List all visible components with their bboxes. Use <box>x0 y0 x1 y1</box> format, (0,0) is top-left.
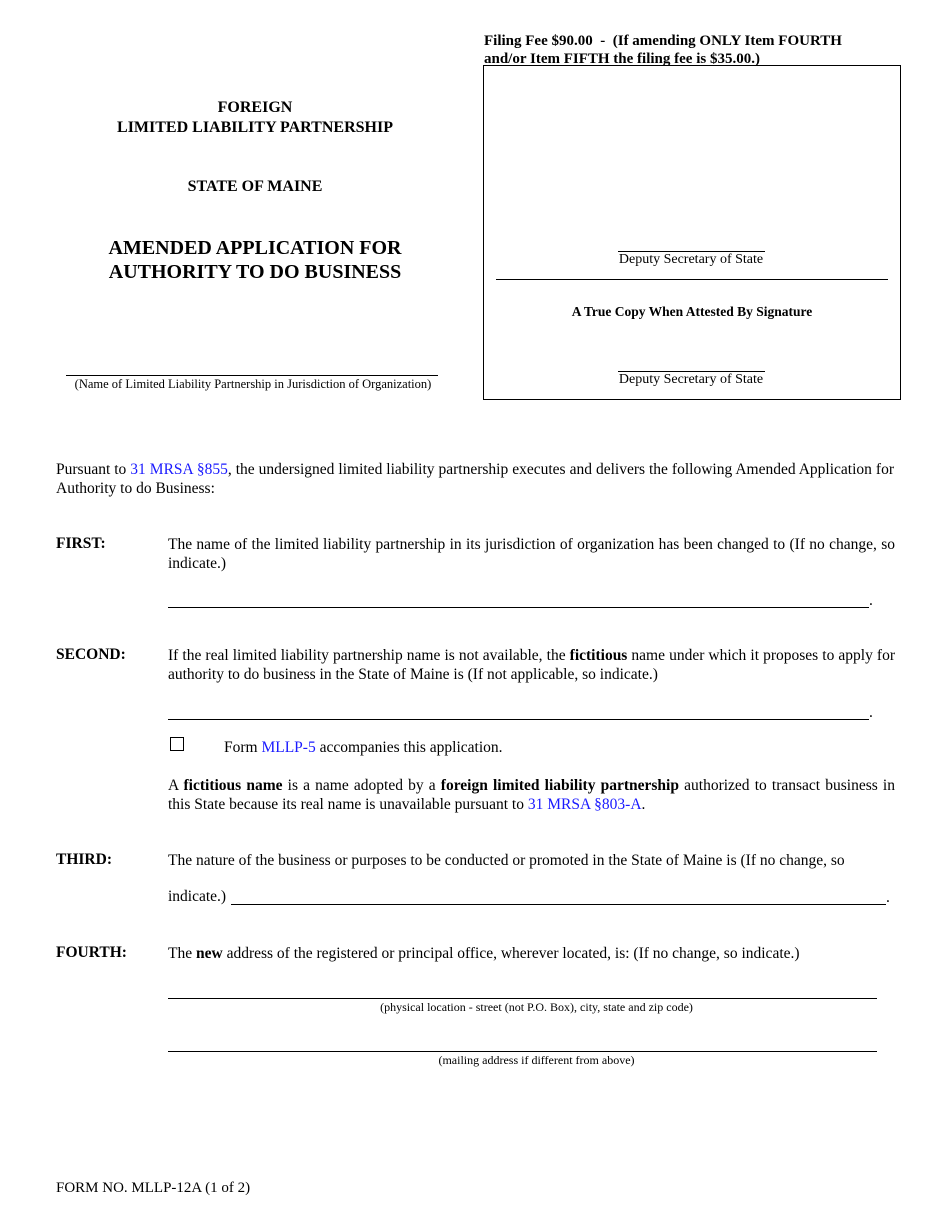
def-mid: is a name adopted by a <box>282 777 441 794</box>
second-text-after: name under which it proposes to apply for authority to do business in the State of Maine is (If not applicable, so indicate.) <box>168 647 895 683</box>
mailing-address-field[interactable] <box>168 1051 877 1052</box>
statute-link-855[interactable]: 31 MRSA §855 <box>130 461 228 478</box>
page-title <box>60 236 450 284</box>
second-text <box>168 646 895 684</box>
statute-link-803a[interactable]: 31 MRSA §803-A <box>527 796 642 813</box>
intro-paragraph <box>56 460 894 498</box>
filing-fee-note <box>484 32 904 68</box>
fictitious-name-field[interactable] <box>168 719 869 720</box>
business-purpose-field[interactable] <box>231 904 886 905</box>
deputy-label-2: Deputy Secretary of State <box>618 372 764 387</box>
def-bold-2: foreign limited liability partnership <box>440 777 679 794</box>
mllp5-checkbox[interactable] <box>170 737 184 751</box>
physical-address-field[interactable] <box>168 998 877 999</box>
mllp5-link[interactable]: MLLP-5 <box>261 739 316 756</box>
intro-prefix: Pursuant to <box>56 461 131 478</box>
llp-name-caption: (Name of Limited Liability Partnership in Jurisdiction of Organization) <box>74 377 432 391</box>
def-a: A <box>168 777 184 794</box>
fourth-text-before: The <box>168 945 196 962</box>
fourth-text-after: address of the registered or principal office, wherever located, is: (If no change, so indicate.) <box>222 945 800 962</box>
title-line-1: AMENDED APPLICATION FOR <box>108 237 402 259</box>
title-line-2: AUTHORITY TO DO BUSINESS <box>108 261 402 283</box>
fourth-text <box>168 944 895 963</box>
first-label: FIRST: <box>56 535 106 552</box>
office-use-box <box>483 65 901 400</box>
deputy-label-1: Deputy Secretary of State <box>618 252 764 267</box>
box-divider <box>496 279 888 280</box>
form-number: FORM NO. MLLP-12A (1 of 2) <box>56 1180 251 1196</box>
first-text: The name of the limited liability partnership in its jurisdiction of organization has been changed to (If no change, so indicate.) <box>168 536 895 572</box>
second-text-before: If the real limited liability partnership name is not available, the <box>168 647 570 664</box>
def-end: . <box>641 796 646 813</box>
mllp5-suffix: accompanies this application. <box>315 739 503 756</box>
fourth-label: FOURTH: <box>56 944 127 961</box>
header-state: STATE OF MAINE <box>187 178 323 195</box>
third-text: The nature of the business or purposes to be conducted or promoted in the State of Maine is (If no change, so <box>168 852 845 869</box>
attest-text: A True Copy When Attested By Signature <box>571 304 813 319</box>
second-label: SECOND: <box>56 646 126 663</box>
llp-name-field[interactable] <box>66 375 438 376</box>
third-label: THIRD: <box>56 851 112 868</box>
header-entity-type: LIMITED LIABILITY PARTNERSHIP <box>117 119 393 136</box>
entity-header <box>60 98 450 138</box>
fourth-text-bold: new <box>195 945 223 962</box>
second-text-bold: fictitious <box>569 647 628 664</box>
filing-fee-line-2: and/or Item FIFTH the filing fee is $35.00.) <box>484 51 760 67</box>
first-name-field[interactable] <box>168 607 869 608</box>
first-period: . <box>869 592 873 609</box>
filing-fee-line-1: Filing Fee $90.00 - (If amending ONLY Item FOURTH <box>484 33 842 49</box>
def-tail: authorized to transact business in this State because its real name is unavailable pursuant to <box>168 777 895 813</box>
physical-address-caption: (physical location - street (not P.O. Box), city, state and zip code) <box>380 1000 693 1014</box>
intro-suffix: , the undersigned limited liability partnership executes and delivers the following Amended Application for Authority to do Business: <box>56 461 894 497</box>
third-period: . <box>886 889 890 906</box>
mllp5-statement <box>224 739 503 757</box>
third-text-cont: indicate.) <box>168 888 227 905</box>
mailing-address-caption: (mailing address if different from above) <box>438 1053 635 1067</box>
fictitious-name-definition <box>168 776 895 814</box>
mllp5-prefix: Form <box>224 739 262 756</box>
def-bold-1: fictitious name <box>183 777 283 794</box>
second-period: . <box>869 704 873 721</box>
header-foreign: FOREIGN <box>217 99 293 116</box>
